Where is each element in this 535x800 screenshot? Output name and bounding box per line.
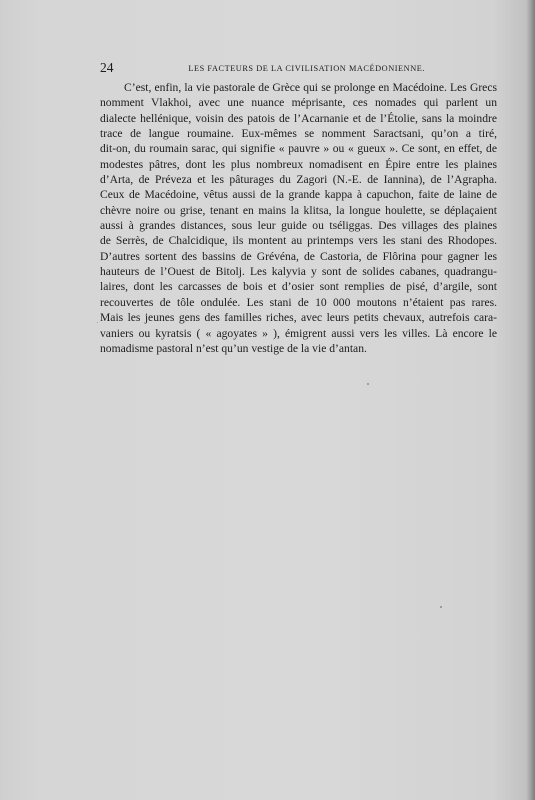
page-header <box>100 60 425 76</box>
text-line: laires, dont les carcasses de bois et d’osier sont remplies de pisé, d’argile, sont <box>100 280 497 294</box>
text-line: recouvertes de tôle ondulée. Les stani de 10 000 moutons n’étaient pas rares. <box>100 295 497 309</box>
text-line: aussi à grandes distances, sous leur guide ou tséliggas. Des villages des plaines <box>100 219 497 233</box>
text-line: nomment Vlakhoi, avec une nuance méprisante, ces nomades qui parlent un <box>100 96 497 110</box>
text-line: nomadisme pastoral n’est qu’un vestige de la vie d’antan. <box>100 341 367 355</box>
text-line: dit-on, du roumain sarac, qui signifie « pauvre » ou « gueux ». Ce sont, en effet, de <box>100 142 497 156</box>
body-paragraph <box>100 80 497 356</box>
text-line: dialecte hellénique, voisin des patois de l’Acarnanie et de l’Étolie, sans la moindre <box>100 111 497 125</box>
page-edge-shadow <box>526 0 535 800</box>
paper-speck <box>440 606 442 608</box>
text-line: D’autres sortent des bassins de Grévéna, de Castoria, de Flôrina pour gagner les <box>100 249 497 263</box>
text-line: chèvre noire ou grise, tenant en mains la klitsa, la longue houlette, se déplaçaient <box>100 203 497 217</box>
text-line: hauteurs de l’Ouest de Bitolj. Les kalyvia y sont de solides cabanes, quadrangu- <box>100 265 497 279</box>
text-line: C’est, enfin, la vie pastorale de Grèce qui se prolonge en Macédoine. Les Grecs <box>124 81 497 94</box>
text-line: Ceux de Macédoine, vêtus aussi de la grande kappa à capuchon, faite de laine de <box>100 188 497 202</box>
text-line: de Serrès, de Chalcidique, ils montent au printemps vers les stani des Rhodopes. <box>100 234 497 248</box>
paper-speck <box>367 383 369 385</box>
running-head: LES FACTEURS DE LA CIVILISATION MACÉDONIENNE. <box>188 64 425 73</box>
page-number: 24 <box>100 60 114 75</box>
text-line: Mais les jeunes gens des familles riches, avec leurs petits chevaux, autrefois cara- <box>100 311 497 325</box>
text-line: modestes pâtres, dont les plus nombreux nomadisent en Épire entre les plaines <box>100 157 497 171</box>
paper-speck <box>97 322 98 323</box>
text-line: vaniers ou kyratsis ( « agoyates » ), émigrent aussi vers les villes. Là encore le <box>100 326 497 340</box>
text-line: d’Arta, de Préveza et les pâturages du Zagori (N.-E. de Iannina), de l’Agrapha. <box>100 173 497 187</box>
text-line: trace de langue roumaine. Eux-mêmes se nomment Saractsani, qu’on a tiré, <box>100 127 497 141</box>
